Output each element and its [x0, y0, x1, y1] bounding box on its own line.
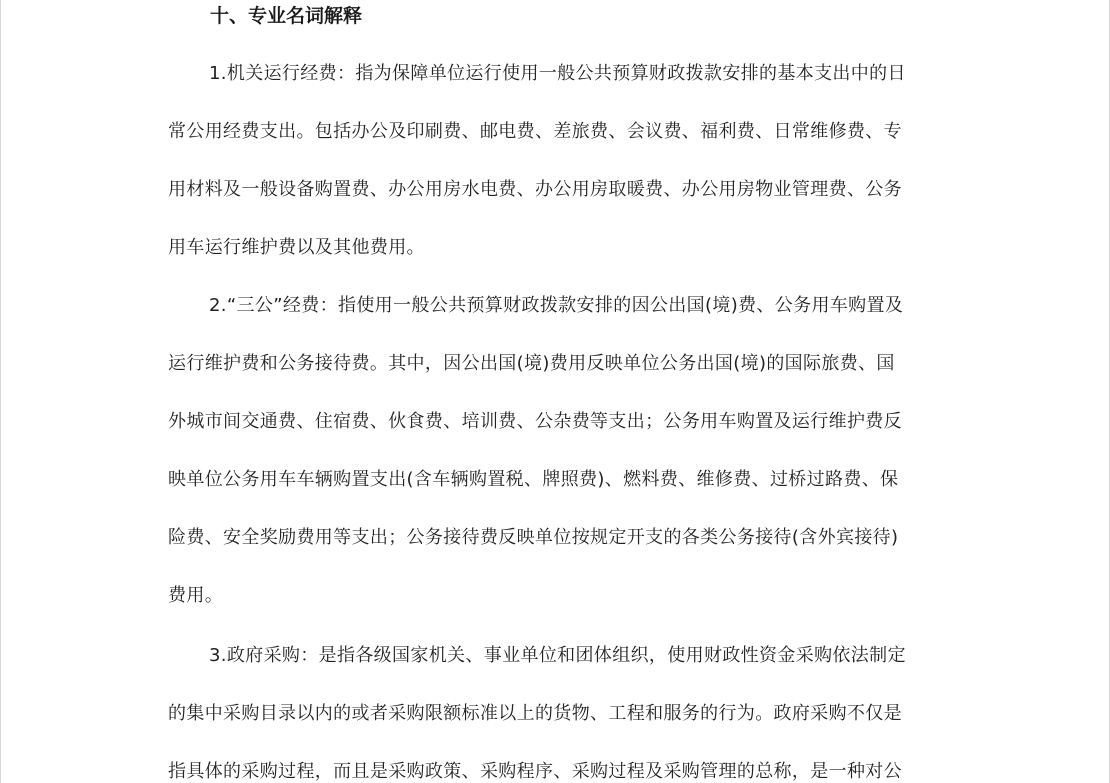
paragraph-1-line-2: 常公用经费支出。包括办公及印刷费、邮电费、差旅费、会议费、福利费、日常维修费、专: [168, 121, 902, 142]
paragraph-1-line-3: 用材料及一般设备购置费、办公用房水电费、办公用房取暖费、办公用房物业管理费、公务: [168, 179, 902, 200]
paragraph-3-line-3: 指具体的采购过程，而且是采购政策、采购程序、采购过程及采购管理的总称，是一种对公: [168, 761, 902, 782]
paragraph-2-line-5: 险费、安全奖励费用等支出；公务接待费反映单位按规定开支的各类公务接待(含外宾接待): [168, 527, 899, 548]
paragraph-2-line-4: 映单位公务用车车辆购置支出(含车辆购置税、牌照费)、燃料费、维修费、过桥过路费、保: [168, 469, 899, 490]
paragraph-1-line-1: 1.机关运行经费：指为保障单位运行使用一般公共预算财政拨款安排的基本支出中的日: [209, 63, 906, 84]
paragraph-3-line-2: 的集中采购目录以内的或者采购限额标准以上的货物、工程和服务的行为。政府采购不仅是: [168, 703, 902, 724]
paragraph-3-line-1: 3.政府采购：是指各级国家机关、事业单位和团体组织，使用财政性资金采购依法制定: [209, 645, 906, 666]
section-heading: 十、专业名词解释: [210, 5, 363, 27]
paragraph-2-line-1: 2.“三公”经费：指使用一般公共预算财政拨款安排的因公出国(境)费、公务用车购置及: [209, 295, 904, 316]
paragraph-2-line-3: 外城市间交通费、住宿费、伙食费、培训费、公杂费等支出；公务用车购置及运行维护费反: [168, 411, 902, 432]
paragraph-2-line-2: 运行维护费和公务接待费。其中，因公出国(境)费用反映单位公务出国(境)的国际旅费、国: [168, 353, 895, 374]
paragraph-1-line-4: 用车运行维护费以及其他费用。: [168, 237, 425, 258]
paragraph-2-line-6: 费用。: [168, 585, 224, 606]
